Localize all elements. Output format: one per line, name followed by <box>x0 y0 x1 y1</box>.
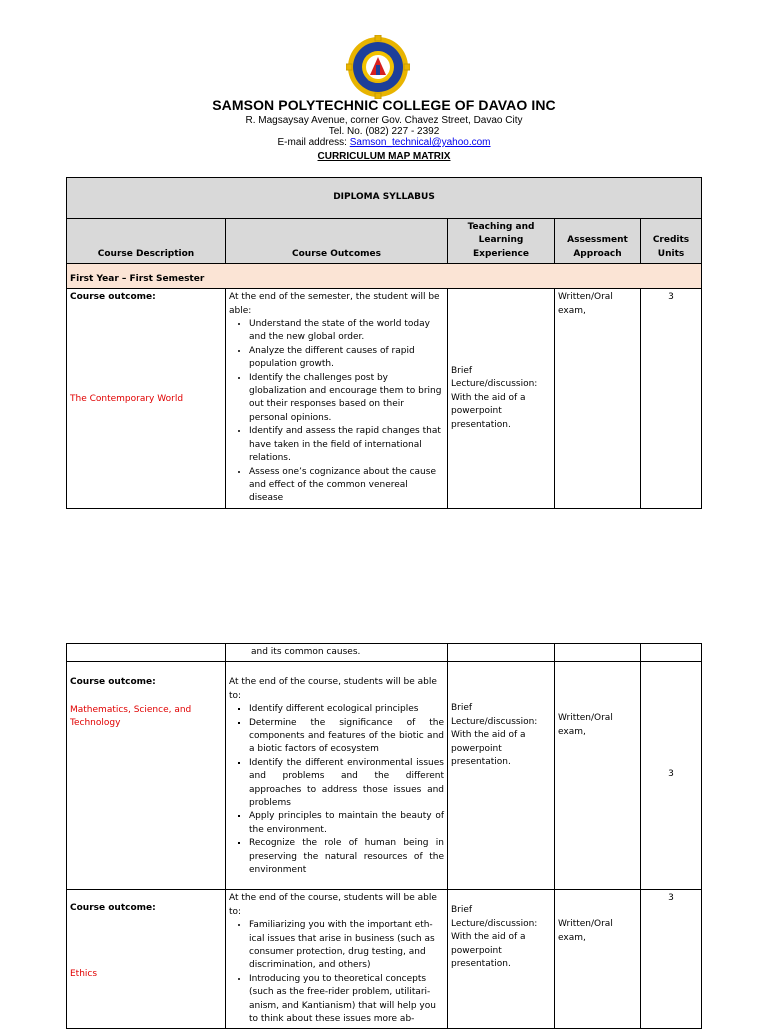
course-outcomes-cell <box>226 890 448 1029</box>
list-item: • Assess one’s cognizance about the cause and effect of the common venereal disease <box>249 466 444 506</box>
list-item: ▪ Identify different ecological principles <box>249 703 444 716</box>
outcomes-intro: At the end of the course, students will be able to: <box>229 677 437 701</box>
credits-cell: 3 <box>641 289 702 509</box>
list-item: • Identify and assess the rapid changes that have taken in the field of international relations. <box>249 425 444 465</box>
list-item: • Identify the challenges post by globalization and encourage them to bring out their responses based on their personal opinions. <box>249 372 444 426</box>
assessment-cell: Written/Oral exam, <box>555 890 641 1029</box>
course-name: Ethics <box>70 968 98 979</box>
course-description-cell <box>67 289 226 509</box>
list-item: • Understand the state of the world today and the new global order. <box>249 318 444 345</box>
outcomes-list <box>229 919 444 1026</box>
course-name: The Contemporary World <box>70 393 184 404</box>
list-item: ▪ Apply principles to maintain the beauty of the environment. <box>249 810 444 837</box>
column-header: Credits Units <box>641 219 702 264</box>
course-name: Mathematics, Science, and Technology <box>70 704 192 729</box>
list-item: ▪ Identify the different environmental issues and problems and the different approaches to address those issues and problems <box>249 757 444 811</box>
course-description-cell <box>67 662 226 890</box>
table-row <box>67 644 702 662</box>
list-item: • Familiarizing you with the important eth-ical issues that arise in business (such as consumer protection, drug testing, and discrimination, and others) <box>249 919 444 973</box>
college-telephone: Tel. No. (082) 227 - 2392 <box>328 126 440 137</box>
syllabus-table-page1 <box>66 177 702 509</box>
email-label: E-mail address: <box>277 137 350 148</box>
table-row <box>67 890 702 1029</box>
column-header: Assessment Approach <box>555 219 641 264</box>
teaching-cell: Brief Lecture/discussion: With the aid of a powerpoint presentation. <box>448 662 555 890</box>
column-header: Teaching and Learning Experience <box>448 219 555 264</box>
table-header-row <box>67 219 702 264</box>
column-header: Course Outcomes <box>226 219 448 264</box>
credits-cell: 3 <box>641 662 702 890</box>
assessment-cell: Written/Oral exam, <box>555 662 641 890</box>
column-header: Course Description <box>67 219 226 264</box>
list-item: • Introducing you to theoretical concepts (such as the free-rider problem, utilitari-anism, and Kantianism) that will help you to think about these issues more ab- <box>249 973 444 1027</box>
outcomes-intro: At the end of the semester, the student will be able: <box>229 292 440 316</box>
college-address: R. Magsaysay Avenue, corner Gov. Chavez Street, Davao City <box>245 115 523 126</box>
teaching-cell: Brief Lecture/discussion: With the aid of a powerpoint presentation. <box>448 289 555 509</box>
course-outcomes-cell <box>226 662 448 890</box>
credits-cell: 3 <box>641 890 702 1029</box>
semester-label: First Year – First Semester <box>67 264 702 289</box>
course-outcome-label: Course outcome: <box>70 903 156 914</box>
document-title: CURRICULUM MAP MATRIX <box>317 151 451 162</box>
table-title: DIPLOMA SYLLABUS <box>67 178 702 219</box>
email-link[interactable]: Samson_technical@yahoo.com <box>349 137 491 148</box>
course-description-cell <box>67 890 226 1029</box>
table-row <box>67 662 702 890</box>
college-email <box>0 137 768 148</box>
list-item: • Analyze the different causes of rapid population growth. <box>249 345 444 372</box>
college-name: SAMSON POLYTECHNIC COLLEGE OF DAVAO INC <box>212 97 556 113</box>
list-item: ▪ Determine the significance of the components and features of the biotic and a biotic factors of ecosystem <box>249 717 444 757</box>
assessment-cell: Written/Oral exam, <box>555 289 641 509</box>
teaching-cell: Brief Lecture/discussion: With the aid of a powerpoint presentation. <box>448 890 555 1029</box>
table-row <box>67 289 702 509</box>
continuation-text: and its common causes. <box>226 644 448 662</box>
course-outcome-label: Course outcome: <box>70 677 156 688</box>
course-outcomes-cell <box>226 289 448 509</box>
course-outcome-label: Course outcome: <box>70 292 156 303</box>
syllabus-table-page2 <box>66 643 702 1029</box>
list-item: ▪ Recognize the role of human being in preserving the natural resources of the environment <box>249 837 444 877</box>
outcomes-list <box>229 703 444 877</box>
college-seal-logo <box>346 35 410 99</box>
outcomes-list <box>229 318 444 506</box>
outcomes-intro: At the end of the course, students will be able to: <box>229 893 437 917</box>
